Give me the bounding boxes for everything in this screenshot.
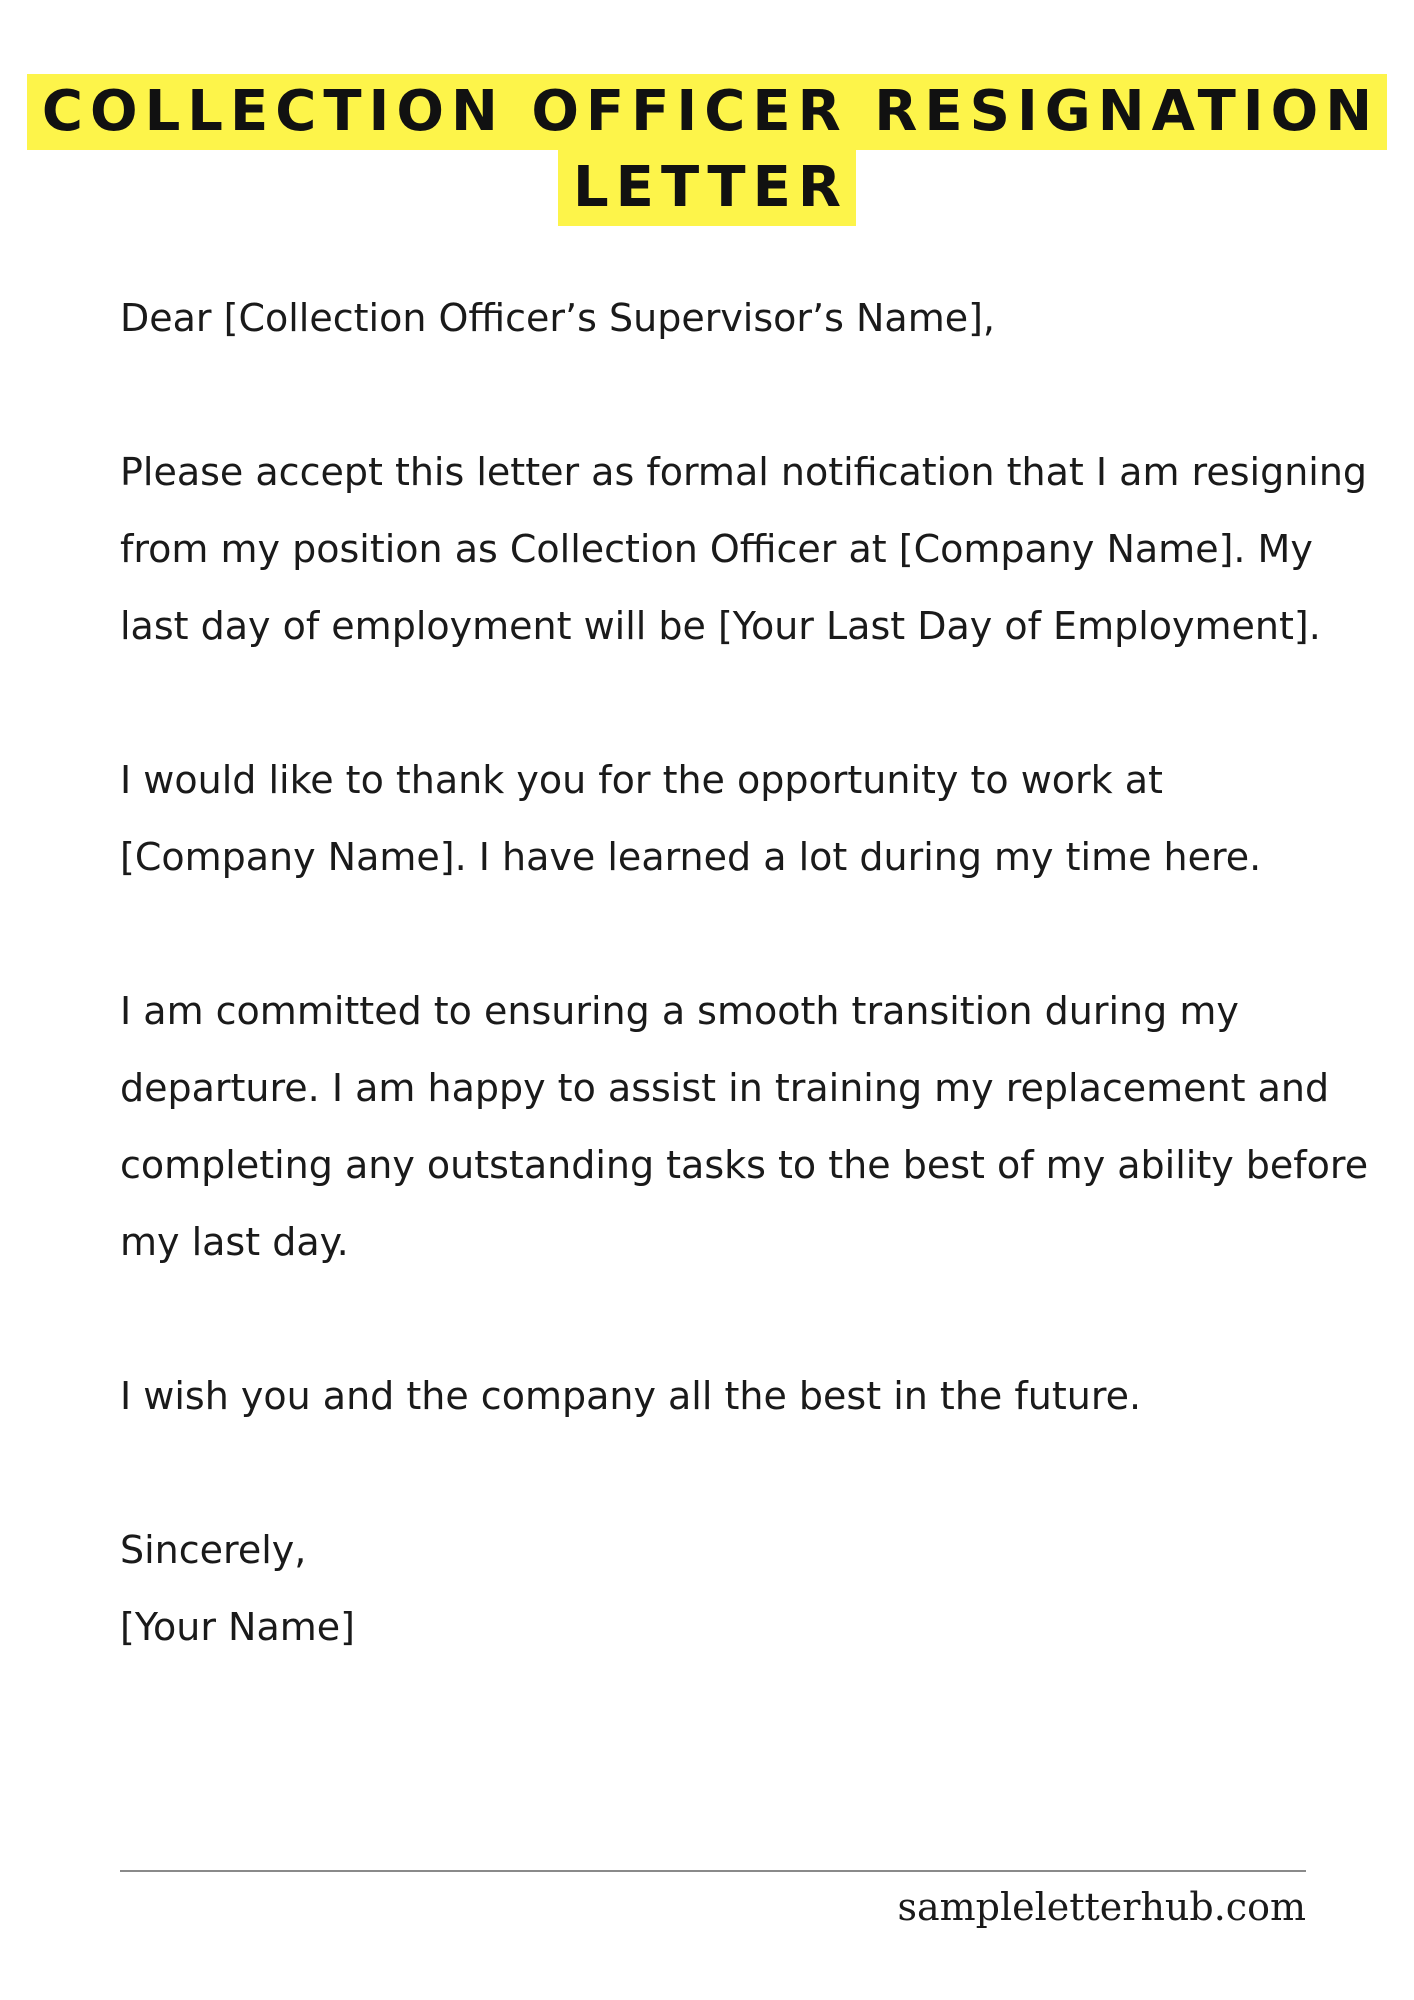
paragraph-thanks: I would like to thank you for the opportunity to work at [Company Name]. I have learned a lot during my time here. xyxy=(120,758,1262,879)
footer-divider xyxy=(120,1870,1306,1872)
document-title xyxy=(0,74,1414,226)
signature: [Your Name] xyxy=(120,1605,355,1649)
closing: Sincerely, xyxy=(120,1528,307,1572)
paragraph-wishes: I wish you and the company all the best in the future. xyxy=(120,1374,1142,1418)
site-watermark: sampleletterhub.com xyxy=(897,1885,1306,1929)
salutation: Dear [Collection Officer’s Supervisor’s Name], xyxy=(120,296,996,340)
title-line-1: COLLECTION OFFICER RESIGNATION xyxy=(27,74,1387,150)
paragraph-transition: I am committed to ensuring a smooth transition during my departure. I am happy to assist in training my replacement and completing any outstanding tasks to the best of my ability before my last day. xyxy=(120,989,1369,1264)
letter-body xyxy=(120,280,1370,1666)
paragraph-notification: Please accept this letter as formal notification that I am resigning from my position as Collection Officer at [Company Name]. My last day of employment will be [Your Last Day of Employment]. xyxy=(120,450,1368,648)
title-line-2: LETTER xyxy=(558,150,856,226)
